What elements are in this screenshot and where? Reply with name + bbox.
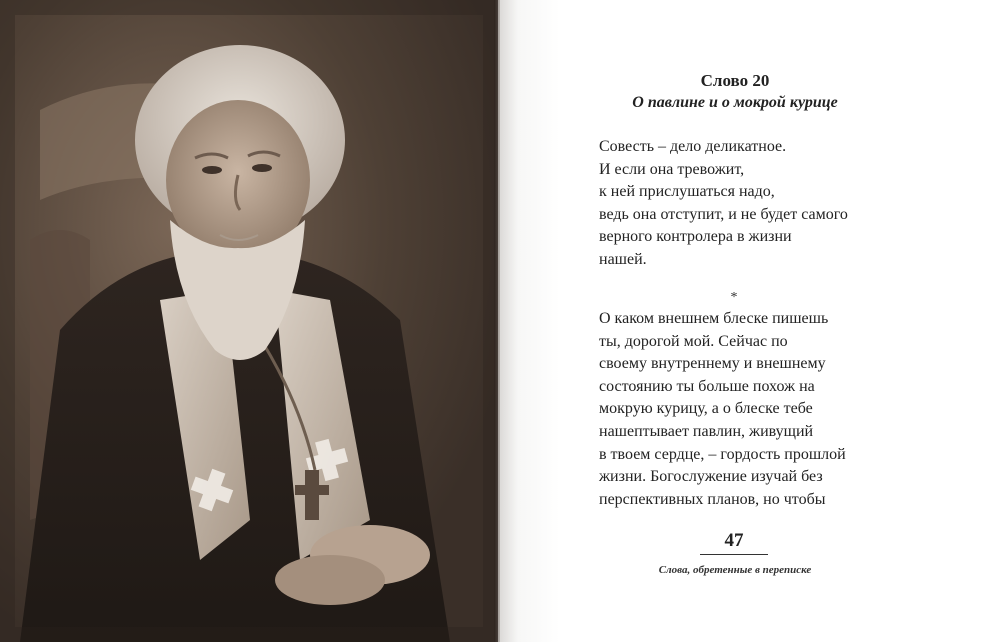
running-footer: Слова, обретенные в переписке xyxy=(658,564,812,576)
section-separator: * xyxy=(730,290,738,305)
text-line: нашептывает павлин, живущий xyxy=(599,422,814,440)
text-line: И если она тревожит, xyxy=(599,160,745,178)
text-line: мокрую курицу, а о блеске тебе xyxy=(599,400,813,418)
text-line: ведь она отступит, и не будет самого xyxy=(599,205,848,223)
text-line: жизни. Богослужение изучай без xyxy=(599,468,823,486)
text-line: к ней прислушаться надо, xyxy=(599,183,775,201)
text-line: состоянию ты больше похож на xyxy=(599,377,815,395)
text-line: своему внутреннему и внешнему xyxy=(599,355,826,373)
left-page-photo xyxy=(0,0,498,642)
chapter-heading xyxy=(600,70,870,114)
text-line: перспективных планов, но чтобы xyxy=(599,490,826,508)
text-line: Совесть – дело деликатное. xyxy=(599,138,787,155)
elder-portrait-photo xyxy=(0,0,498,642)
text-line: ты, дорогой мой. Сейчас по xyxy=(599,332,788,350)
paragraph-2 xyxy=(599,308,889,511)
paragraph-1 xyxy=(599,136,889,272)
chapter-number: Слово 20 xyxy=(700,71,770,90)
text-line: О каком внешнем блеске пишешь xyxy=(599,310,829,327)
chapter-title: О павлине и о мокрой курице xyxy=(632,94,838,111)
text-line: нашей. xyxy=(599,250,647,268)
text-line: в твоем сердце, – гордость прошлой xyxy=(599,445,846,463)
right-page-text xyxy=(500,0,1000,642)
page-number: 47 xyxy=(700,530,768,555)
text-line: верного контролера в жизни xyxy=(599,228,792,246)
